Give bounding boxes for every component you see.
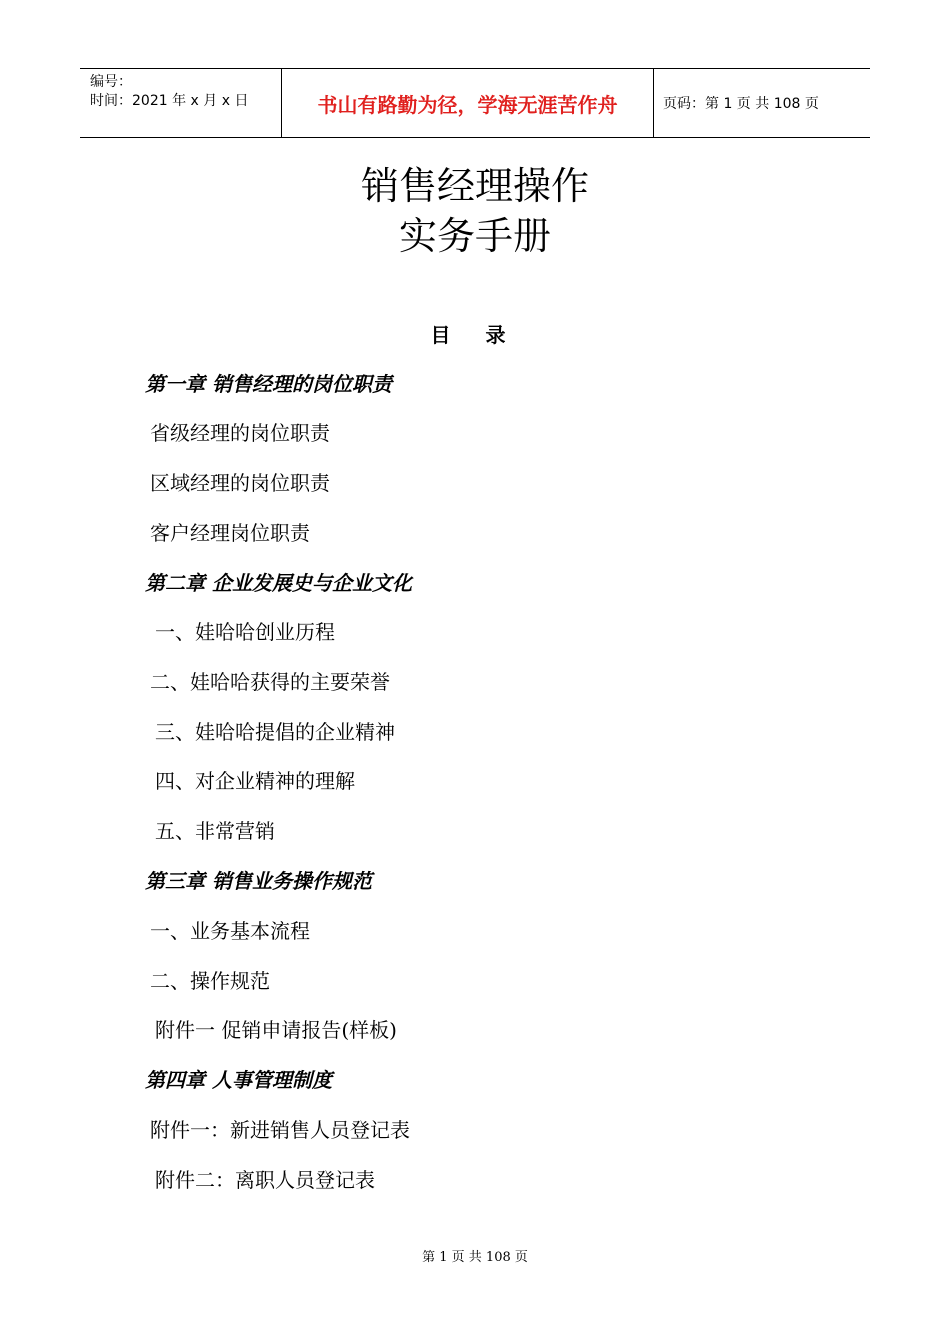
toc-entry[interactable]: 客户经理岗位职责 [150, 521, 310, 545]
header-meta-cell [80, 69, 281, 137]
toc-entry[interactable]: 附件二：离职人员登记表 [155, 1168, 375, 1192]
toc-entry[interactable]: 五、非常营销 [155, 819, 275, 843]
document-title-line-1: 销售经理操作 [360, 164, 589, 208]
toc-entry[interactable]: 附件一：新进销售人员登记表 [150, 1118, 410, 1142]
toc-entry[interactable]: 一、业务基本流程 [150, 919, 310, 943]
toc-entry[interactable]: 四、对企业精神的理解 [155, 769, 355, 793]
toc-chapter-2[interactable]: 第二章 企业发展史与企业文化 [145, 571, 412, 595]
page-footer: 第 1 页 共 108 页 [422, 1250, 528, 1265]
toc-entry[interactable]: 区域经理的岗位职责 [150, 471, 330, 495]
toc-heading: 目 录 [430, 323, 520, 347]
toc-entry[interactable]: 二、娃哈哈获得的主要荣誉 [150, 670, 390, 694]
toc-chapter-1[interactable]: 第一章 销售经理的岗位职责 [145, 372, 392, 396]
document-header-table [80, 68, 870, 138]
toc-entry[interactable]: 三、娃哈哈提倡的企业精神 [155, 720, 395, 744]
document-number-label: 编号： [90, 74, 132, 90]
document-time-label: 时间：2021 年 x 月 x 日 [90, 93, 249, 109]
toc-entry[interactable]: 二、操作规范 [150, 969, 270, 993]
toc-chapter-3[interactable]: 第三章 销售业务操作规范 [145, 869, 372, 893]
header-page-info: 页码：第 1 页 共 108 页 [663, 96, 819, 112]
toc-entry[interactable]: 一、娃哈哈创业历程 [155, 620, 335, 644]
header-motto: 书山有路勤为径，学海无涯苦作舟 [281, 69, 654, 137]
document-title-line-2: 实务手册 [398, 214, 551, 258]
toc-chapter-4[interactable]: 第四章 人事管理制度 [145, 1068, 332, 1092]
toc-entry[interactable]: 省级经理的岗位职责 [150, 421, 330, 445]
toc-entry[interactable]: 附件一 促销申请报告(样板) [155, 1018, 397, 1042]
